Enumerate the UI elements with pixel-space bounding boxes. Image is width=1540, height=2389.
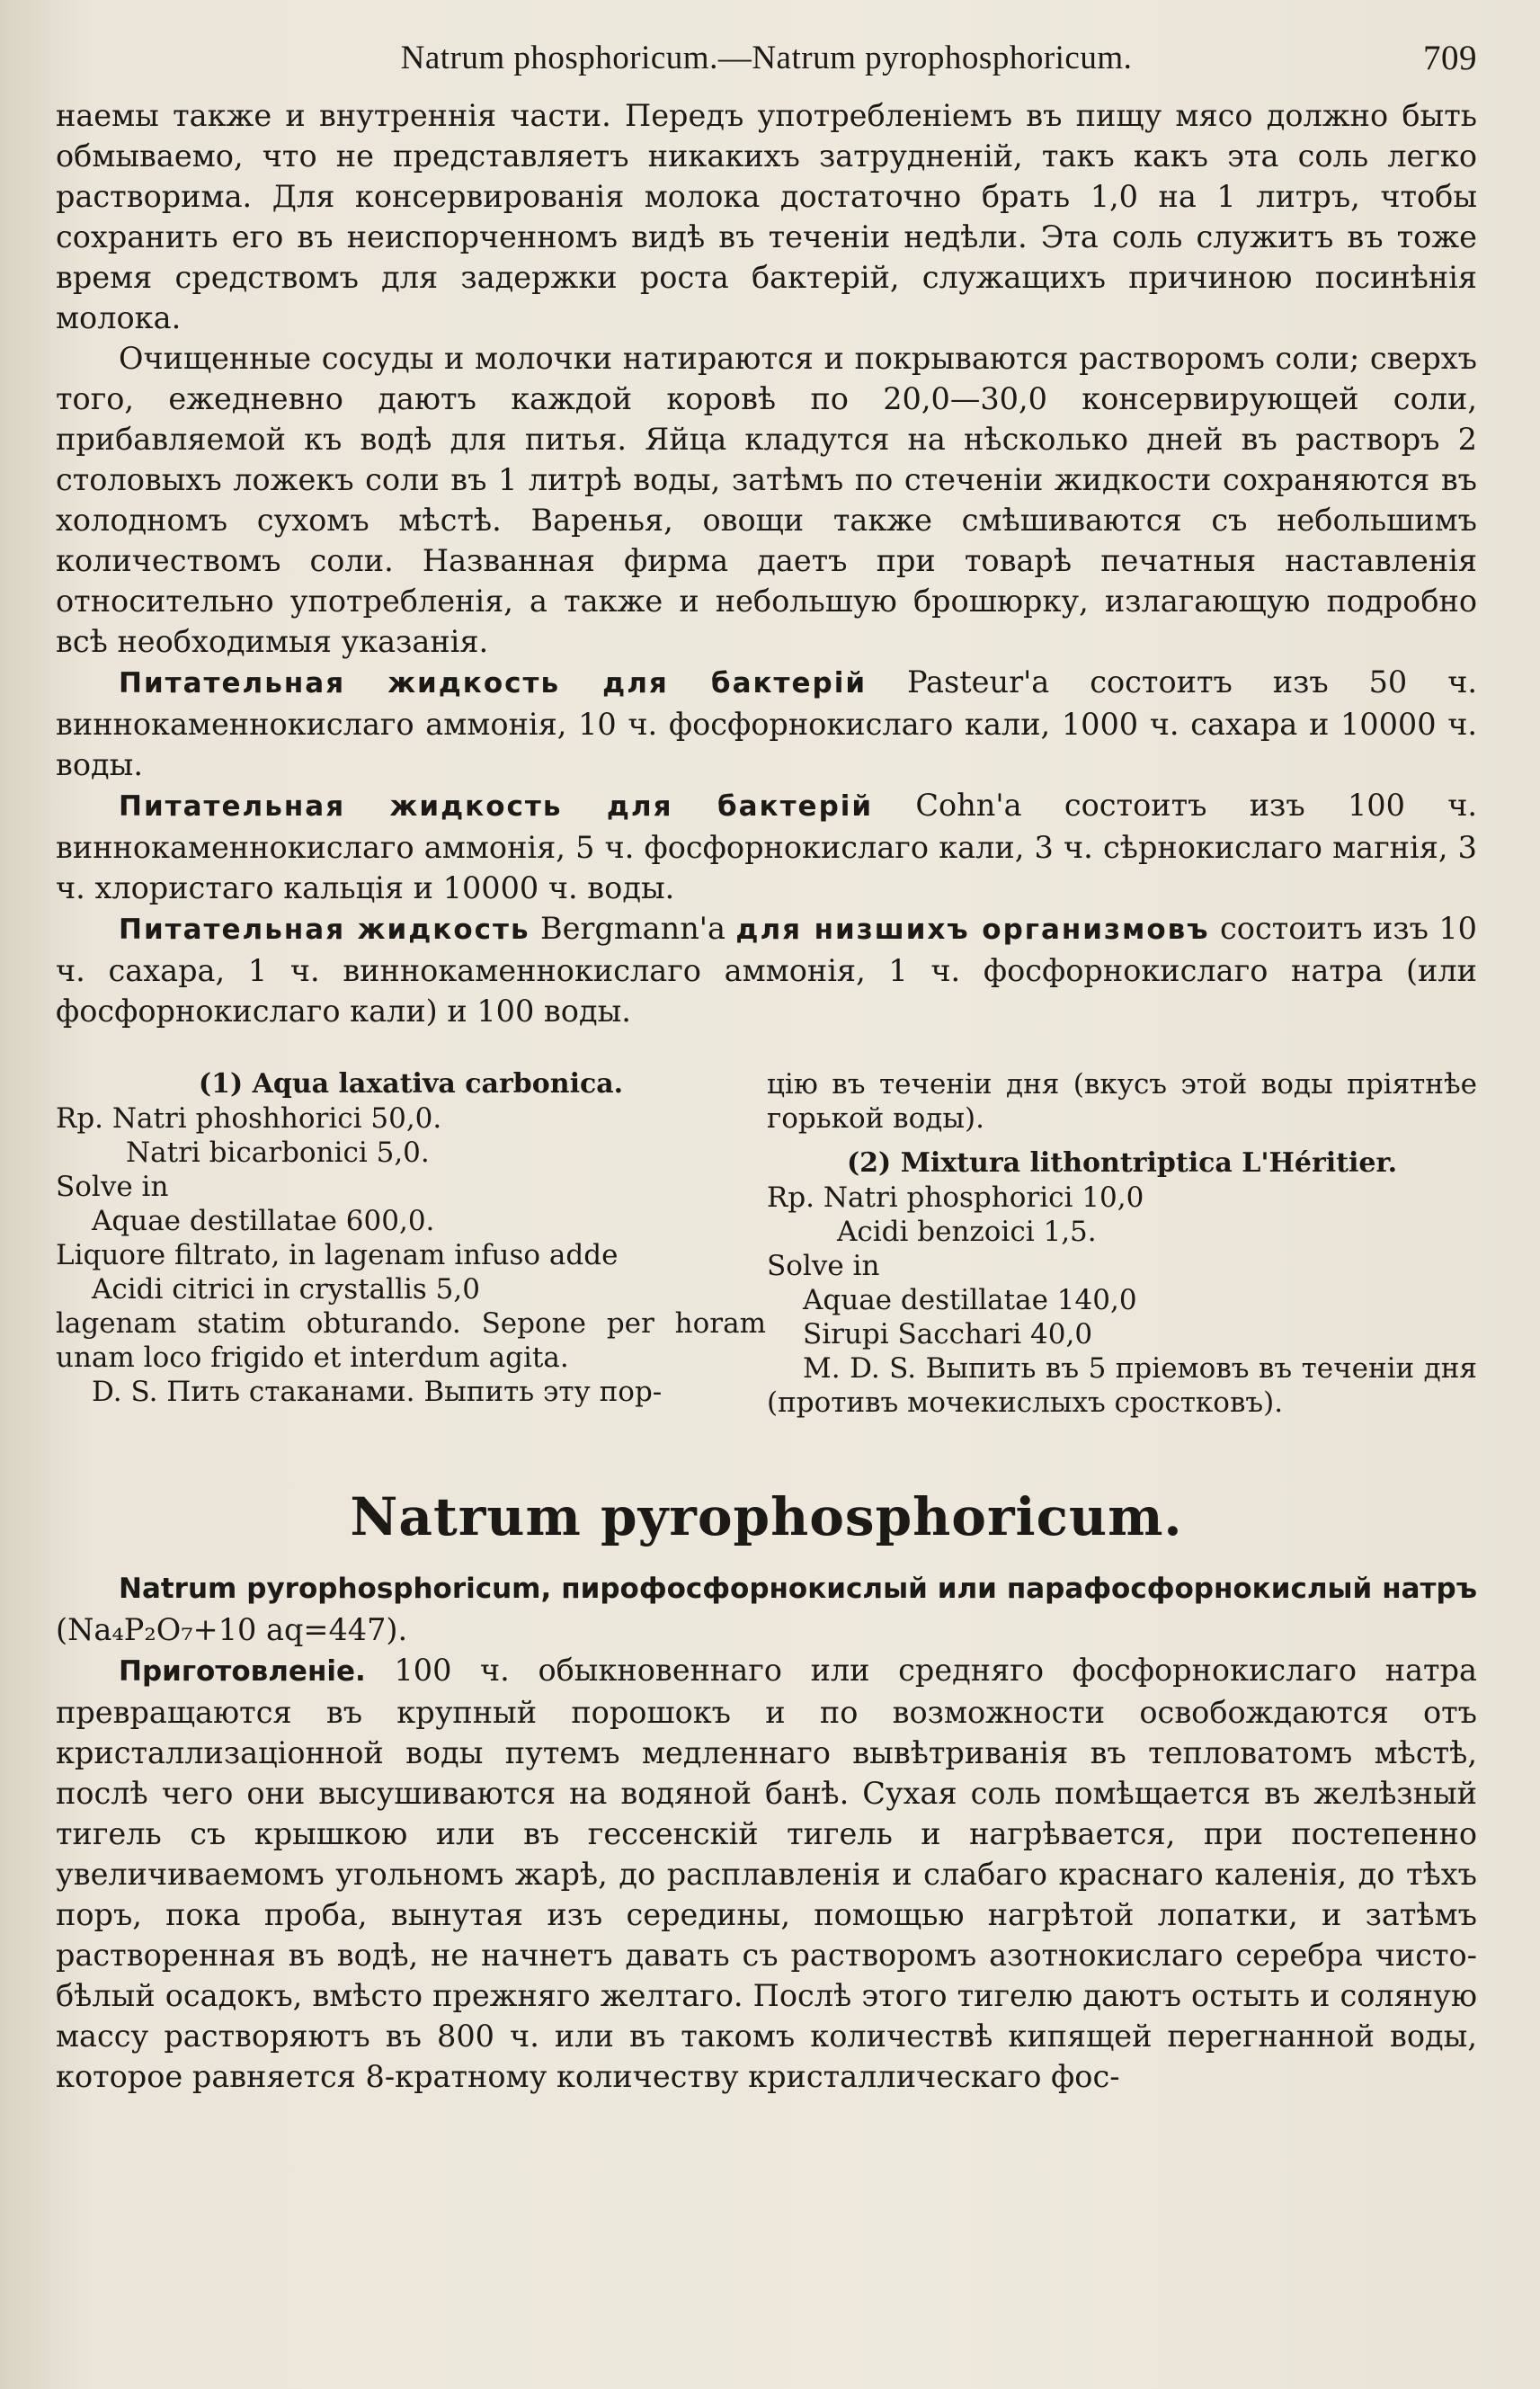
recipe1-line: Liquore filtrato, in lagenam infuso adde bbox=[56, 1239, 619, 1271]
pasteur-text: Pasteur'а состоитъ изъ 50 ч. виннокаменнокислаго аммонія, 10 ч. фосфорнокислаго кали, 1000 ч. сахара и 10000 ч. воды. bbox=[56, 664, 1477, 782]
recipes-columns bbox=[56, 1067, 1477, 1420]
recipe2-line: Solve in bbox=[767, 1250, 880, 1282]
section-text bbox=[56, 1567, 1477, 2097]
bergmann-text: состоитъ изъ 10 ч. сахара, 1 ч. виннокаменнокислаго аммонія, 1 ч. фосфорнокислаго натра (или фосфорнокислаго кали) и 100 воды. bbox=[56, 911, 1477, 1029]
paragraph-preparation bbox=[56, 1650, 1477, 2097]
preparation-text: 100 ч. обыкновеннаго или средняго фосфорнокислаго натра превращаются въ крупный порошокъ и по возможности освобождаются отъ кристаллизаціонной воды путемъ медленнаго вывѣтриванія въ тепловатомъ мѣстѣ, послѣ чего они высушиваются на водяной банѣ. Сухая соль помѣщается въ желѣзный тигель съ крышкою или въ гессенскій тигель и нагрѣвается, при постепенно увеличиваемомъ угольномъ жарѣ, до расплавленія и слабаго краснаго каленія, до тѣхъ поръ, пока проба, вынутая изъ середины, помощью нагрѣтой лопатки, и затѣмъ растворенная въ водѣ, не начнетъ давать съ растворомъ азотнокислаго серебра чисто-бѣлый осадокъ, вмѣсто прежняго желтаго. Послѣ этого тигелю даютъ остыть и соляную массу растворяютъ въ 800 ч. или въ такомъ количествѣ кипящей перегнанной воды, которое равняется 8-кратному количеству кристаллическаго фос- bbox=[56, 1653, 1477, 2094]
recipe2-line: Rp. Natri phosphorici 10,0 bbox=[767, 1181, 1144, 1214]
recipe2-line: Acidi benzoici 1,5. bbox=[837, 1216, 1097, 1248]
section-title: Natrum pyrophosphoricum. bbox=[350, 1486, 1183, 1547]
paragraph-pasteur bbox=[56, 662, 1477, 785]
running-header bbox=[56, 32, 1477, 85]
paragraph-vessels: Очищенные сосуды и молочки натираются и покрываются растворомъ соли; сверхъ того, ежедневно даютъ каждой коровѣ по 20,0—30,0 консервирующей соли, прибавляемой къ водѣ для питья. Яйца кладутся на нѣсколько дней въ растворъ 2 столовыхъ ложекъ соли въ 1 литрѣ воды, затѣмъ по стеченіи жидкости сохраняются въ холодномъ сухомъ мѣстѣ. Варенья, овощи также смѣшиваются съ небольшимъ количествомъ соли. Названная фирма даетъ при товарѣ печатныя наставленія относительно употребленія, а также и небольшую брошюрку, излагающую подробно всѣ необходимыя указанія. bbox=[56, 341, 1477, 659]
paragraph-continuation: наемы также и внутреннія части. Передъ употребленіемъ въ пищу мясо должно быть обмываемо, что не представляетъ никакихъ затрудненій, такъ какъ эта соль легко растворима. Для консервированія молока достаточно брать 1,0 на 1 литръ, чтобы сохранить его въ неиспорченномъ видѣ въ теченіи недѣли. Эта соль служитъ въ тоже время средствомъ для задержки роста бактерій, служащихъ причиною посинѣнія молока. bbox=[56, 98, 1477, 335]
recipe1-line: Rp. Natri phoshhorici 50,0. bbox=[56, 1102, 442, 1135]
paragraph-cohn bbox=[56, 785, 1477, 908]
recipe1-line: Aquae destillatae 600,0. bbox=[92, 1205, 435, 1237]
recipe1-signa: D. S. Пить стаканами. Выпить эту пор- bbox=[92, 1376, 663, 1408]
header-title: Natrum phosphoricum.—Natrum pyrophosphoricum. bbox=[400, 40, 1133, 76]
recipe2-signa: M. D. S. Выпить въ 5 пріемовъ въ теченіи дня (противъ мочекислыхъ сростковъ). bbox=[767, 1352, 1477, 1419]
recipe-left-column bbox=[56, 1067, 766, 1420]
main-text bbox=[56, 95, 1477, 1031]
recipe1-continuation: цію въ теченіи дня (вкусъ этой воды пріятнѣе горькой воды). bbox=[767, 1068, 1477, 1135]
recipe2-line: Sirupi Sacchari 40,0 bbox=[803, 1318, 1093, 1350]
recipe2-title: (2) Mixtura lithontriptica L'Héritier. bbox=[846, 1147, 1398, 1179]
recipe1-line: lagenam statim obturando. Sepone per horam unam loco frigido et interdum agita. bbox=[56, 1307, 766, 1374]
term-nutrient-liquid: Питательная жидкость для бактерій bbox=[119, 790, 874, 823]
term-nutrient-liquid: Питательная жидкость bbox=[119, 914, 530, 946]
recipe1-title: (1) Aqua laxativa carbonica. bbox=[198, 1068, 624, 1100]
recipe-right-column bbox=[767, 1067, 1477, 1420]
recipe1-line: Natri bicarbonici 5,0. bbox=[126, 1137, 430, 1169]
recipe2-line: Aquae destillatae 140,0 bbox=[803, 1284, 1137, 1316]
page-number: 709 bbox=[1423, 39, 1477, 77]
term-nutrient-liquid: Питательная жидкость для бактерій bbox=[119, 667, 868, 700]
preparation-heading: Приготовленіе. bbox=[119, 1655, 366, 1688]
bergmann-name: Bergmann'а bbox=[530, 911, 736, 946]
recipe1-line: Solve in bbox=[56, 1171, 169, 1203]
section-formula: (Na₄P₂O₇+10 aq=447). bbox=[56, 1612, 408, 1647]
recipe1-line: Acidi citrici in crystallis 5,0 bbox=[92, 1273, 480, 1306]
term-lower-organisms: для низшихъ организмовъ bbox=[735, 914, 1210, 946]
cohn-text: Cohn'а состоитъ изъ 100 ч. виннокаменнокислаго аммонія, 5 ч. фосфорнокислаго кали, 3 ч. сѣрнокислаго магнія, 3 ч. хлористаго кальція и 10000 ч. воды. bbox=[56, 788, 1477, 905]
paragraph-bergmann bbox=[56, 908, 1477, 1031]
section-lead bbox=[56, 1567, 1477, 1650]
section-lead-term: Natrum pyrophosphoricum, пирофосфорнокислый или парафосфорнокислый натръ bbox=[119, 1573, 1477, 1605]
